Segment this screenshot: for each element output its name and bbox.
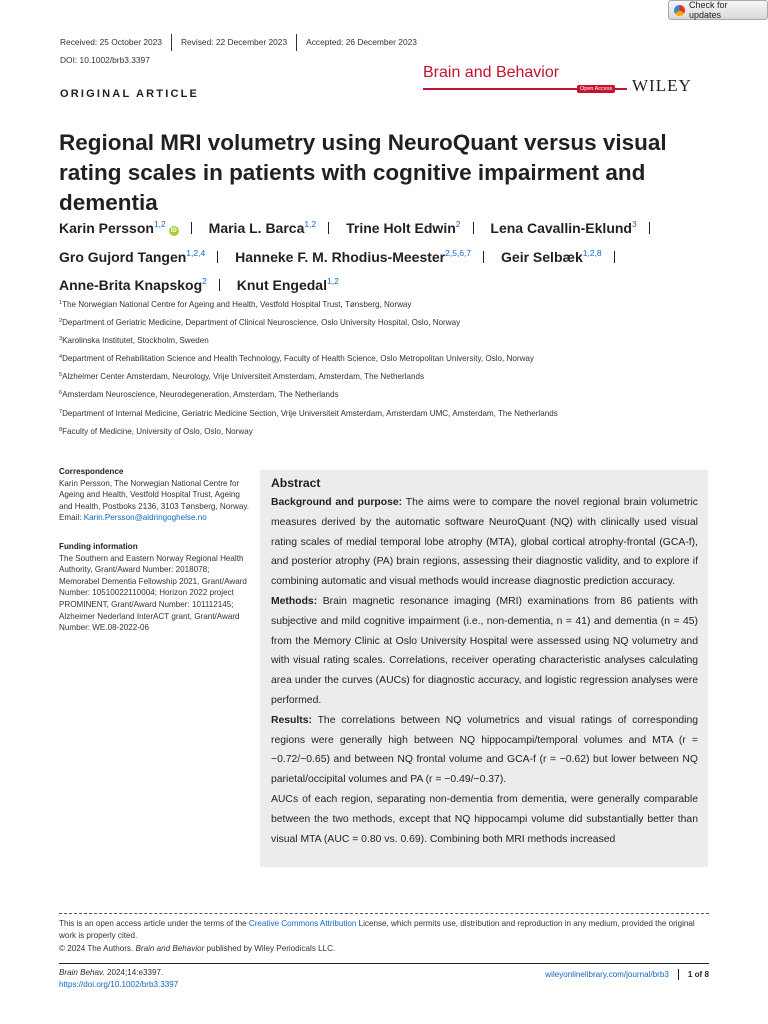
author[interactable]: Lena Cavallin-Eklund$^3$ <box>490 219 637 236</box>
received-date: Received: 25 October 2023 <box>60 37 162 47</box>
author-separator <box>649 222 650 234</box>
funding-heading: Funding information <box>59 541 138 551</box>
correspondence-email-link[interactable]: Karin.Persson@aldringoghelse.no <box>83 513 207 523</box>
accepted-date: Accepted: 26 December 2023 <box>296 34 426 51</box>
author[interactable]: Gro Gujord Tangen$^{1,2,4}$ <box>59 247 206 265</box>
author[interactable]: Karin Persson$^{1,2}$iD <box>59 219 177 236</box>
check-updates-label: Check for updates <box>689 0 728 20</box>
author[interactable]: Geir Selbæk$^{1,2,8}$ <box>501 247 602 265</box>
affiliation: $^4$Department of Rehabilitation Science and Health Technology, Faculty of Health Science, Oslo Metropolitan University, Oslo, Norway <box>59 354 534 364</box>
abstract-background: Background and purpose: The aims were to compare the novel regional brain volumetric measures derived by the automatic software NeuroQuant (NQ) with clinically used visual rating scales of medial temporal lobe atrophy (MTA), global cortical atrophy-frontal (GCA-f), and posterior atrophy (PA) brain regions, assessing their diagnostic validity, and to explore if combining automatic and visual methods would increase diagnostic prediction accuracy. <box>271 497 698 588</box>
affiliation: $^1$The Norwegian National Centre for Ageing and Health, Vestfold Hospital Trust, Tønsberg, Norway <box>59 300 412 309</box>
affiliation: $^6$Amsterdam Neuroscience, Neurodegeneration, Amsterdam, The Netherlands <box>59 390 339 400</box>
page-number: 1 of 8 <box>687 970 709 979</box>
footer-divider <box>59 913 709 914</box>
orcid-icon[interactable]: iD <box>170 228 177 234</box>
funding-text: The Southern and Eastern Norway Regional Health Authority, Grant/Award Number: 2018078; Memorabel Dementia Fellowship 2021, Grant/Award Number: 10510022110004; Horizon 2022 project PROMINENT, Grant/Award Number: 101112145; Alzheimer Nederland InterACT grant, Grant/Award Number: WE.08-2022-06 <box>59 553 247 633</box>
footer-right <box>545 969 709 980</box>
author[interactable]: Trine Holt Edwin$^2$ <box>346 219 461 236</box>
article-dates <box>60 34 426 51</box>
doi-link[interactable]: https://doi.org/10.1002/brb3.3397 <box>59 980 179 990</box>
abstract-results-continued: AUCs of each region, separating non-dementia from dementia, were generally comparable between the two methods, except that NQ hippocampi volume did substantially better than visual MTA (AUC = 0.80 vs. 0.69). Combining both MRI methods increased <box>271 793 698 845</box>
license-notice: This is an open access article under the terms of the Creative Commons Attribution License, which permits use, distribution and reproduction in any medium, provided the original work is properly cited. © 2024 The Authors. Brain and Behavior published by Wiley Periodicals LLC. <box>59 919 695 953</box>
author-separator <box>191 222 192 234</box>
footer-rule <box>59 963 709 964</box>
affiliation: $^7$Department of Internal Medicine, Geriatric Medicine Section, Vrije Universiteit Amsterdam, Amsterdam UMC, Amsterdam, The Netherlands <box>59 408 558 418</box>
journal-name: Brain and Behavior <box>423 64 560 81</box>
crossmark-icon <box>674 5 685 16</box>
citation: Brain Behav. 2024;14:e3397. https://doi.org/10.1002/brb3.3397 <box>59 968 179 990</box>
abstract-results: Results: The correlations between NQ volumetrics and visual ratings of corresponding regions were generally high between NQ hippocampi/temporal volumes and MTA (r = −0.72/−0.65) and between NQ frontal volume and GCA-f (r = −0.62) but lower between NQ parietal/occipital volumes and PA (r = −0.49/−0.37). <box>271 714 698 786</box>
open-access-badge: Open Access <box>577 85 615 93</box>
author-separator <box>219 279 220 291</box>
correspondence-heading: Correspondence <box>59 467 124 476</box>
creative-commons-link[interactable]: Creative Commons Attribution <box>248 919 357 928</box>
revised-date: Revised: 22 December 2023 <box>171 34 296 51</box>
author-separator <box>473 222 474 234</box>
affiliation-list <box>59 294 719 439</box>
abstract-heading: Abstract <box>271 476 321 490</box>
author-separator <box>483 251 484 263</box>
author-separator <box>328 222 329 234</box>
article-sidebar <box>59 466 249 634</box>
author[interactable]: Hanneke F. M. Rhodius-Meester$^{2,5,6,7}$ <box>235 247 472 265</box>
affiliation: $^8$Faculty of Medicine, University of Oslo, Oslo, Norway <box>59 426 253 436</box>
article-type: ORIGINAL ARTICLE <box>60 88 200 100</box>
affiliation: $^3$Karolinska Institutet, Stockholm, Sweden <box>59 336 209 346</box>
author-separator <box>614 251 615 263</box>
author[interactable]: Anne-Brita Knapskog$^2$ <box>59 276 207 293</box>
affiliation: $^2$Department of Geriatric Medicine, Department of Clinical Neuroscience, Oslo University Hospital, Oslo, Norway <box>59 318 461 328</box>
paper-title: Regional MRI volumetry using NeuroQuant versus visual rating scales in patients with cognitive impairment and dementia <box>59 130 667 215</box>
author[interactable]: Knut Engedal$^{1,2}$ <box>236 276 339 293</box>
abstract-methods: Methods: Brain magnetic resonance imaging (MRI) examinations from 86 patients with subjective and mild cognitive impairment (i.e., non-dementia, n = 41) and dementia (n = 45) from the Memory Clinic at Oslo University Hospital were assessed using NQ volumetry and with visual rating scales. Correlations, receiver operating characteristic analyses calculating area under the curves (AUCs) for diagnostic accuracy, and logistic regression analyses were performed. <box>271 595 698 706</box>
abstract-box <box>260 470 708 867</box>
correspondence-text: Karin Persson, The Norwegian National Centre for Ageing and Health, Vestfold Hospital Trust, Ageing and Health, Postboks 2136, 3103 Tønsberg, Norway. Email: Karin.Persson@aldringoghelse.no <box>59 478 250 523</box>
author-separator <box>217 251 218 263</box>
author-list <box>59 212 719 298</box>
publisher-logo: WILEY <box>632 76 692 95</box>
check-for-updates-button[interactable] <box>668 0 768 20</box>
affiliation: $^5$Alzheimer Center Amsterdam, Neurology, Vrije Universiteit Amsterdam, Amsterdam, The Netherlands <box>59 372 425 382</box>
journal-site-link[interactable]: wileyonlinelibrary.com/journal/brb3 <box>545 969 679 980</box>
author[interactable]: Maria L. Barca$^{1,2}$ <box>208 219 317 236</box>
doi-label: DOI: 10.1002/brb3.3397 <box>60 55 150 65</box>
